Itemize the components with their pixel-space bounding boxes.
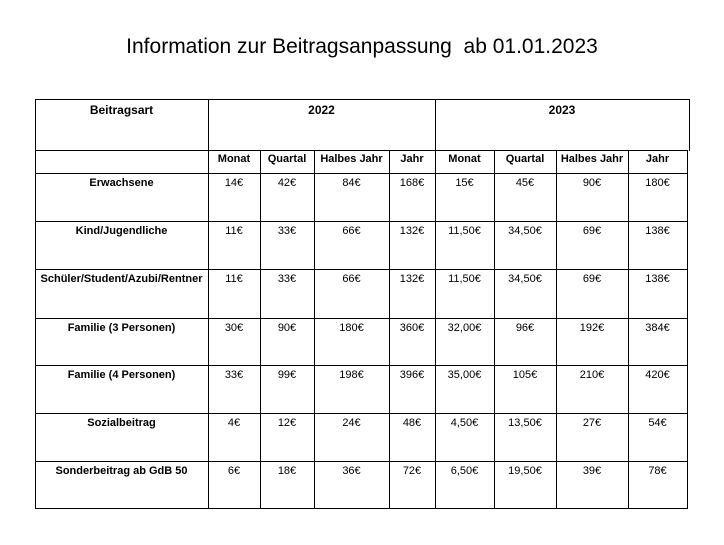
grid-line-horizontal xyxy=(35,221,687,222)
table-cell: 210€ xyxy=(579,369,605,381)
table-cell: 396€ xyxy=(399,369,425,381)
table-cell: 32,00€ xyxy=(447,322,482,334)
table-cell: 96€ xyxy=(515,322,535,334)
table-cell: 384€ xyxy=(645,322,670,334)
table-cell: 168€ xyxy=(399,177,425,189)
table-cell: 132€ xyxy=(399,225,425,237)
row-label: Schüler/Student/Azubi/Rentner xyxy=(40,273,203,285)
grid-line-horizontal xyxy=(35,318,687,319)
table-cell: 72€ xyxy=(402,465,422,477)
table-cell: 33€ xyxy=(277,225,297,237)
table-cell: 34,50€ xyxy=(508,225,542,237)
table-cell: 54€ xyxy=(648,417,667,429)
table-cell: 13,50€ xyxy=(508,417,542,429)
row-label: Sozialbeitrag xyxy=(87,417,156,429)
table-cell: 6,50€ xyxy=(450,465,479,477)
category-header: Beitragsart xyxy=(89,103,154,117)
table-cell: 90€ xyxy=(277,322,297,334)
grid-line-horizontal xyxy=(35,269,687,270)
grid-line-horizontal xyxy=(35,508,687,509)
table-cell: 105€ xyxy=(512,369,538,381)
table-cell: 138€ xyxy=(645,273,670,285)
table-cell: 66€ xyxy=(342,225,361,237)
period-header: Monat xyxy=(217,153,251,165)
table-cell: 11€ xyxy=(225,225,243,237)
grid-line-vertical xyxy=(689,99,690,151)
table-cell: 24€ xyxy=(342,417,361,429)
table-cell: 69€ xyxy=(582,273,602,285)
grid-line-vertical xyxy=(35,99,36,509)
table-cell: 66€ xyxy=(342,273,361,285)
table-cell: 4,50€ xyxy=(450,417,479,429)
row-label: Kind/Jugendliche xyxy=(75,225,168,237)
table-cell: 132€ xyxy=(399,273,425,285)
table-cell: 138€ xyxy=(645,225,670,237)
table-cell: 84€ xyxy=(342,177,361,189)
table-cell: 19,50€ xyxy=(508,465,542,477)
row-label: Erwachsene xyxy=(89,177,154,189)
period-header: Jahr xyxy=(400,153,424,165)
table-cell: 90€ xyxy=(582,177,602,189)
grid-line-horizontal xyxy=(35,150,687,151)
table-cell: 99€ xyxy=(277,369,297,381)
table-cell: 35,00€ xyxy=(447,369,482,381)
table-cell: 420€ xyxy=(645,369,670,381)
table-cell: 30€ xyxy=(224,322,244,334)
table-cell: 11€ xyxy=(225,273,243,285)
table-cell: 69€ xyxy=(582,225,602,237)
table-cell: 34,50€ xyxy=(508,273,542,285)
table-cell: 33€ xyxy=(277,273,297,285)
period-header: Quartal xyxy=(505,153,545,165)
table-cell: 15€ xyxy=(455,177,474,189)
period-header: Jahr xyxy=(645,153,670,165)
table-cell: 4€ xyxy=(227,417,241,429)
grid-line-horizontal xyxy=(35,99,689,100)
table-cell: 48€ xyxy=(402,417,422,429)
table-cell: 12€ xyxy=(277,417,297,429)
table-cell: 42€ xyxy=(277,177,297,189)
table-cell: 36€ xyxy=(342,465,361,477)
table-cell: 27€ xyxy=(582,417,602,429)
grid-line-horizontal xyxy=(35,413,687,414)
table-cell: 39€ xyxy=(582,465,602,477)
table-cell: 78€ xyxy=(648,465,667,477)
table-cell: 180€ xyxy=(645,177,670,189)
page-title: Information zur Beitragsanpassung ab 01.01.2023 xyxy=(126,35,598,58)
period-header: Halbes Jahr xyxy=(560,153,624,165)
year-header-2023: 2023 xyxy=(548,103,576,117)
table-cell: 11,50€ xyxy=(448,273,481,285)
table-cell: 6€ xyxy=(227,465,241,477)
period-header: Quartal xyxy=(267,153,307,165)
period-header: Monat xyxy=(448,153,481,165)
row-label: Familie (3 Personen) xyxy=(67,322,176,334)
table-cell: 18€ xyxy=(277,465,297,477)
table-cell: 192€ xyxy=(579,322,605,334)
period-header: Halbes Jahr xyxy=(320,153,383,165)
grid-line-horizontal xyxy=(35,365,687,366)
grid-line-horizontal xyxy=(35,173,687,174)
table-cell: 360€ xyxy=(399,322,425,334)
row-label: Familie (4 Personen) xyxy=(67,369,176,381)
table-cell: 14€ xyxy=(224,177,244,189)
grid-line-horizontal xyxy=(35,461,687,462)
table-cell: 198€ xyxy=(339,369,364,381)
table-cell: 11,50€ xyxy=(448,225,481,237)
row-label: Sonderbeitrag ab GdB 50 xyxy=(55,465,188,477)
table-cell: 180€ xyxy=(339,322,364,334)
grid-line-vertical xyxy=(687,150,688,509)
table-cell: 45€ xyxy=(515,177,535,189)
year-header-2022: 2022 xyxy=(308,103,335,117)
table-cell: 33€ xyxy=(224,369,244,381)
